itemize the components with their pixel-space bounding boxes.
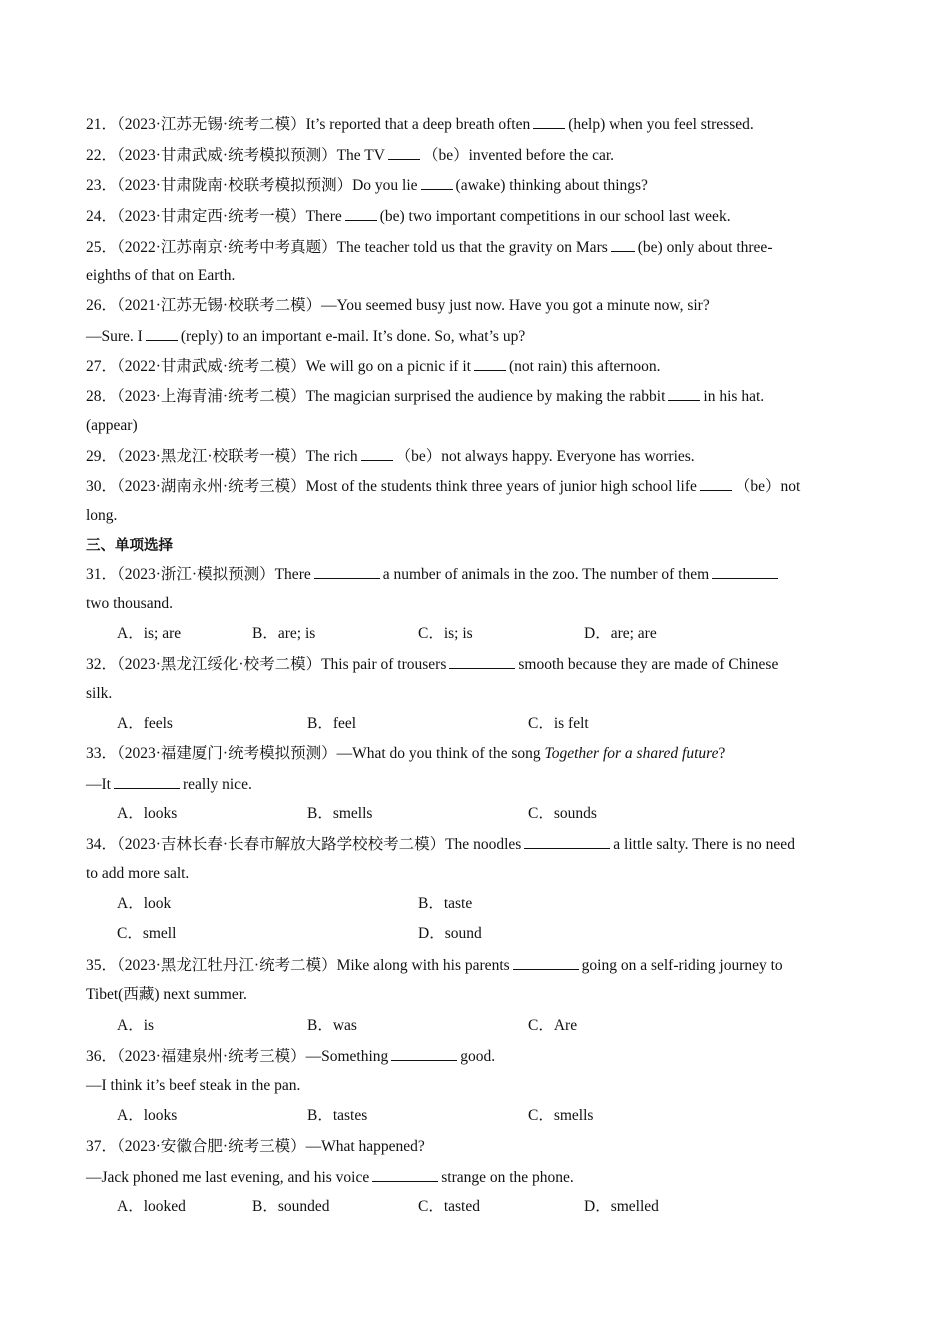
answer-blank[interactable]	[391, 1046, 457, 1061]
question-37: 37．（2023·安徽合肥·统考三模）—What happened?	[86, 1138, 425, 1155]
question-31-continuation: two thousand.	[86, 595, 173, 612]
question-35-continuation: Tibet(西藏) next summer.	[86, 986, 247, 1003]
question-30: 30．（2023·湖南永州·统考三模）Most of the students think three years of junior high school life （be）not	[86, 478, 801, 495]
option-a[interactable]: A．feels	[117, 715, 173, 732]
option-c[interactable]: C．sounds	[528, 805, 597, 822]
option-c[interactable]: C．tasted	[418, 1198, 480, 1215]
answer-blank[interactable]	[421, 175, 453, 190]
question-28: 28．（2023·上海青浦·统考二模）The magician surprised the audience by making the rabbit in his hat.	[86, 388, 765, 405]
option-b[interactable]: B．feel	[307, 715, 357, 732]
answer-blank[interactable]	[388, 145, 420, 160]
answer-blank[interactable]	[513, 955, 579, 970]
option-c[interactable]: C．smells	[528, 1107, 594, 1124]
answer-blank[interactable]	[712, 564, 778, 579]
answer-blank[interactable]	[314, 564, 380, 579]
question-37-continuation: —Jack phoned me last evening, and his voice strange on the phone.	[86, 1169, 574, 1186]
option-a[interactable]: A．look	[117, 895, 172, 912]
question-33-continuation: —It really nice.	[86, 776, 252, 793]
question-34-continuation: to add more salt.	[86, 865, 190, 882]
answer-blank[interactable]	[361, 446, 393, 461]
question-25: 25．（2022·江苏南京·统考中考真题）The teacher told us that the gravity on Mars (be) only about three-	[86, 239, 773, 256]
question-21: 21．（2023·江苏无锡·统考二模）It’s reported that a deep breath often (help) when you feel stressed.	[86, 116, 754, 133]
option-d[interactable]: D．are; are	[584, 625, 657, 642]
option-d[interactable]: D．smelled	[584, 1198, 659, 1215]
option-c[interactable]: C．is; is	[418, 625, 473, 642]
option-c[interactable]: C．smell	[117, 925, 177, 942]
answer-blank[interactable]	[668, 386, 700, 401]
question-26-continuation: —Sure. I (reply) to an important e-mail. It’s done. So, what’s up?	[86, 328, 526, 345]
option-a[interactable]: A．looks	[117, 1107, 178, 1124]
section-heading: 三、单项选择	[86, 538, 173, 554]
question-34: 34．（2023·吉林长春·长春市解放大路学校校考二模）The noodles a little salty. There is no need	[86, 836, 795, 853]
option-b[interactable]: B．taste	[418, 895, 473, 912]
option-b[interactable]: B．was	[307, 1017, 357, 1034]
question-30-continuation: long.	[86, 507, 118, 524]
answer-blank[interactable]	[345, 206, 377, 221]
option-a[interactable]: A．looked	[117, 1198, 186, 1215]
answer-blank[interactable]	[700, 476, 732, 491]
question-35: 35．（2023·黑龙江牡丹江·统考二模）Mike along with his parents going on a self-riding journey to	[86, 957, 783, 974]
question-23: 23．（2023·甘肃陇南·校联考模拟预测）Do you lie (awake) thinking about things?	[86, 177, 648, 194]
question-29: 29．（2023·黑龙江·校联考一模）The rich （be）not always happy. Everyone has worries.	[86, 448, 695, 465]
question-36-continuation: —I think it’s beef steak in the pan.	[86, 1077, 301, 1094]
answer-blank[interactable]	[146, 326, 178, 341]
option-d[interactable]: D．sound	[418, 925, 482, 942]
option-c[interactable]: C．is felt	[528, 715, 589, 732]
question-25-continuation: eighths of that on Earth.	[86, 267, 236, 284]
option-a[interactable]: A．looks	[117, 805, 178, 822]
answer-blank[interactable]	[474, 356, 506, 371]
option-b[interactable]: B．smells	[307, 805, 373, 822]
question-33: 33．（2023·福建厦门·统考模拟预测）—What do you think of the song Together for a shared future?	[86, 745, 726, 762]
option-b[interactable]: B．tastes	[307, 1107, 368, 1124]
song-title: Together for a shared future	[544, 745, 719, 762]
answer-blank[interactable]	[533, 114, 565, 129]
option-a[interactable]: A．is	[117, 1017, 155, 1034]
question-36: 36．（2023·福建泉州·统考三模）—Something good.	[86, 1048, 496, 1065]
question-26: 26．（2021·江苏无锡·校联考二模）—You seemed busy just now. Have you got a minute now, sir?	[86, 297, 710, 314]
answer-blank[interactable]	[449, 654, 515, 669]
question-32: 32．（2023·黑龙江绥化·校考二模）This pair of trousers smooth because they are made of Chinese	[86, 656, 779, 673]
answer-blank[interactable]	[372, 1167, 438, 1182]
question-22: 22．（2023·甘肃武威·统考模拟预测）The TV （be）invented before the car.	[86, 147, 615, 164]
option-c[interactable]: C．Are	[528, 1017, 578, 1034]
option-b[interactable]: B．sounded	[252, 1198, 330, 1215]
option-b[interactable]: B．are; is	[252, 625, 316, 642]
question-32-continuation: silk.	[86, 685, 113, 702]
question-31: 31．（2023·浙江·模拟预测）There a number of animals in the zoo. The number of them	[86, 564, 880, 585]
question-24: 24．（2023·甘肃定西·统考一模）There (be) two important competitions in our school last week.	[86, 208, 731, 225]
option-a[interactable]: A．is; are	[117, 625, 182, 642]
question-28-continuation: (appear)	[86, 417, 138, 434]
answer-blank[interactable]	[611, 237, 635, 252]
answer-blank[interactable]	[114, 774, 180, 789]
question-27: 27．（2022·甘肃武威·统考二模）We will go on a picnic if it (not rain) this afternoon.	[86, 358, 661, 375]
answer-blank[interactable]	[524, 834, 610, 849]
